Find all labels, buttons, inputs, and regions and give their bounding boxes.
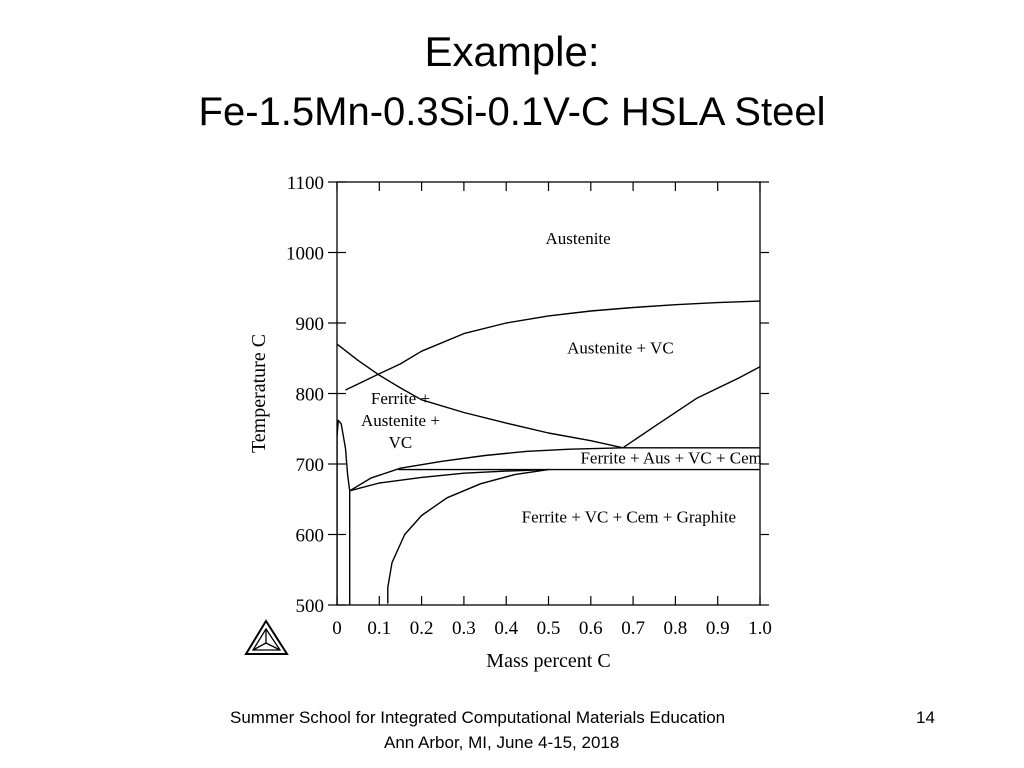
y-tick-label: 700 [295, 455, 324, 476]
region-label: Ferrite + VC + Cem + Graphite [521, 507, 737, 527]
phase-boundary-line [337, 420, 350, 605]
x-tick-label: 0.4 [494, 618, 519, 639]
region-label: Austenite + [360, 411, 440, 431]
y-axis-title: Temperature C [248, 333, 270, 454]
y-tick-label: 500 [295, 596, 324, 617]
x-tick-label: 0 [332, 618, 342, 639]
region-label: Ferrite + [370, 389, 431, 409]
y-tick-label: 600 [295, 525, 324, 547]
x-tick-label: 0.8 [663, 618, 688, 639]
axes [286, 173, 772, 639]
x-tick-label: 0.1 [367, 618, 392, 639]
phase-boundary-line [350, 470, 549, 491]
x-tick-label: 0.2 [409, 618, 434, 639]
x-tick-label: 0.9 [705, 618, 730, 639]
slide-title: Example: [424, 28, 600, 75]
phase-boundary-line [623, 367, 760, 448]
region-labels [361, 229, 762, 526]
footer-event: Summer School for Integrated Computational Materials Education [230, 708, 726, 727]
phase-boundary-line [346, 301, 761, 390]
y-tick-label: 1000 [286, 243, 324, 265]
region-label: VC [388, 433, 413, 453]
phase-boundary-line [388, 470, 549, 604]
slide-subtitle: Fe-1.5Mn-0.3Si-0.1V-C HSLA Steel [198, 90, 826, 134]
y-tick-label: 800 [295, 384, 324, 406]
y-tick-label: 900 [295, 314, 324, 335]
thermo-calc-triangle-logo-icon [246, 621, 287, 654]
x-tick-label: 0.6 [578, 618, 603, 639]
footer-location: Ann Arbor, MI, June 4-15, 2018 [384, 733, 620, 752]
region-label: Austenite [545, 229, 611, 249]
x-axis-title: Mass percent C [486, 650, 611, 672]
x-tick-label: 0.3 [452, 618, 476, 639]
x-tick-label: 1.0 [748, 618, 772, 639]
x-tick-label: 0.5 [536, 618, 561, 639]
page-number: 14 [916, 708, 935, 727]
x-tick-label: 0.7 [621, 618, 645, 639]
region-label: Austenite + VC [567, 338, 674, 358]
region-label: Ferrite + Aus + VC + Cem [580, 448, 762, 468]
y-tick-label: 1100 [286, 173, 324, 194]
